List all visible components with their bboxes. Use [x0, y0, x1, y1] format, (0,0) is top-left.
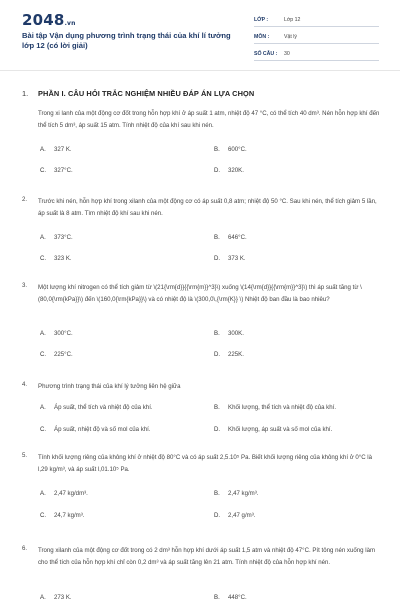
- option-text: 24,7 kg/m³.: [54, 512, 85, 519]
- option-b[interactable]: [214, 490, 258, 497]
- option-a[interactable]: [40, 404, 153, 411]
- option-d[interactable]: [214, 512, 255, 519]
- option-letter: D.: [214, 512, 221, 519]
- option-text: 225K.: [228, 351, 244, 358]
- option-letter: A.: [40, 404, 46, 411]
- option-a[interactable]: [40, 594, 72, 600]
- option-a[interactable]: [40, 330, 73, 337]
- option-text: Áp suất, thể tích và nhiệt độ của khí.: [54, 404, 153, 411]
- option-text: 327 K.: [54, 146, 72, 153]
- question-text: Một lượng khí nitrogen có thể tích giảm từ \(21{\rm{d}}{{\rm{m}}^3}\) xuống \(14{\rm{d}}{{\rm{m}}^3}\) thì áp suất tăng từ \(80,0{\rm{kPa}}\) đến \(160,0{\rm{kPa}}\) và có nhiệt độ là \(300,0\,{\rm{K}} \) Nhiệt độ ban đầu là bao nhiêu?: [38, 284, 362, 303]
- option-text: Khối lượng, thể tích và nhiệt độ của khí.: [228, 404, 337, 411]
- meta-value: 30: [284, 51, 290, 57]
- section-heading: [22, 89, 254, 98]
- question-5: [22, 452, 382, 532]
- option-text: 448°C.: [228, 594, 247, 600]
- meta-row-subject: [254, 31, 379, 44]
- question-number: 3.: [22, 282, 28, 289]
- question-1: [22, 108, 382, 174]
- option-letter: C.: [40, 167, 47, 174]
- option-text: 300°C.: [54, 330, 73, 337]
- option-letter: B.: [214, 404, 220, 411]
- question-4: [22, 381, 382, 437]
- question-text: Trong xilanh của một động cơ đốt trong có 2 dm³ hỗn hợp khí dưới áp suất 1,5 atm và nhiệt độ 47°C. Pít tông nén xuống làm cho thể tích của hỗn hợp khí chỉ còn 0,2 dm³ và áp suất tăng lên 21 atm. Tính nhiệt độ của hỗn hợp khí nén.: [38, 547, 376, 566]
- logo-text: 2048: [22, 11, 65, 29]
- option-text: 300K.: [228, 330, 244, 337]
- logo-suffix: .vn: [64, 20, 76, 27]
- option-d[interactable]: [214, 351, 244, 358]
- option-letter: D.: [214, 426, 221, 433]
- option-text: 225°C.: [54, 351, 73, 358]
- meta-value: Lớp 12: [284, 17, 301, 23]
- option-text: 2,47 kg/m³.: [228, 490, 259, 497]
- option-letter: B.: [214, 330, 220, 337]
- option-a[interactable]: [40, 146, 72, 153]
- option-c[interactable]: [40, 512, 84, 519]
- option-letter: A.: [40, 594, 46, 600]
- option-a[interactable]: [40, 234, 73, 241]
- option-c[interactable]: [40, 426, 151, 433]
- question-3: [22, 282, 382, 367]
- option-text: 373°C.: [54, 234, 73, 241]
- option-text: Khối lượng, áp suất và số mol của khí.: [228, 426, 333, 433]
- option-letter: A.: [40, 330, 46, 337]
- option-letter: C.: [40, 351, 47, 358]
- option-text: 600°C.: [228, 146, 247, 153]
- option-letter: B.: [214, 594, 220, 600]
- meta-label: SỐ CÂU :: [254, 51, 278, 57]
- option-letter: A.: [40, 490, 46, 497]
- option-text: Áp suất, nhiệt độ và số mol của khí.: [54, 426, 151, 433]
- option-d[interactable]: [214, 426, 332, 433]
- option-text: 320K.: [228, 167, 244, 174]
- option-b[interactable]: [214, 234, 247, 241]
- option-text: 2,47 g/m³.: [228, 512, 256, 519]
- option-letter: D.: [214, 255, 221, 262]
- document-meta: [254, 14, 379, 65]
- option-letter: B.: [214, 490, 220, 497]
- question-text: Phương trình trạng thái của khí lý tưởng liên hệ giữa: [38, 383, 181, 390]
- meta-row-count: [254, 48, 379, 61]
- option-text: 327°C.: [54, 167, 73, 174]
- option-letter: A.: [40, 234, 46, 241]
- question-text: Trước khi nén, hỗn hợp khí trong xilanh của một động cơ có áp suất 0,8 atm; nhiệt độ 50 °C. Sau khi nén, thể tích giảm 5 lần, áp suất là 8 atm. Tìm nhiệt độ khí sau khi nén.: [38, 198, 377, 217]
- document-header: [0, 0, 400, 64]
- meta-row-class: [254, 14, 379, 27]
- header-divider: [0, 70, 400, 71]
- option-text: 323 K.: [54, 255, 72, 262]
- document-title: Bài tập Vận dụng phương trình trạng thái của khí lí tưởng lớp 12 (có lời giải): [22, 31, 231, 50]
- question-text: Tính khối lượng riêng của không khí ở nhiệt độ 80°C và có áp suất 2,5.10⁵ Pa. Biết khối lượng riêng của không khí ở 0°C là l,29 kg/m³, và áp suất l,01.10⁵ Pa.: [38, 454, 373, 473]
- option-c[interactable]: [40, 351, 73, 358]
- option-text: 373 K.: [228, 255, 246, 262]
- option-letter: D.: [214, 351, 221, 358]
- question-6: [22, 545, 382, 600]
- section-number: 1.: [22, 89, 29, 98]
- option-a[interactable]: [40, 490, 88, 497]
- section-title: PHẦN I. CÂU HỎI TRẮC NGHIỆM NHIỀU ĐÁP ÁN LỰA CHỌN: [38, 89, 255, 98]
- question-text: Trong xi lanh của một động cơ đốt trong hỗn hợp khí ở áp suất 1 atm, nhiệt độ 47 °C, có thể tích 40 dm³. Nén hỗn hợp khí đến thể tích 5 dm³, áp suất 15 atm. Tính nhiệt độ của khí sau khi nén.: [38, 110, 380, 129]
- option-d[interactable]: [214, 255, 246, 262]
- option-text: 646°C.: [228, 234, 247, 241]
- option-letter: B.: [214, 146, 220, 153]
- option-letter: A.: [40, 146, 46, 153]
- option-b[interactable]: [214, 330, 244, 337]
- option-letter: B.: [214, 234, 220, 241]
- option-text: 2,47 kg/dm³.: [54, 490, 88, 497]
- option-letter: C.: [40, 512, 47, 519]
- meta-label: LỚP :: [254, 17, 269, 23]
- question-number: 6.: [22, 545, 28, 552]
- question-number: 2.: [22, 196, 28, 203]
- meta-label: MÔN :: [254, 34, 270, 40]
- option-letter: D.: [214, 167, 221, 174]
- option-c[interactable]: [40, 255, 72, 262]
- option-c[interactable]: [40, 167, 73, 174]
- option-b[interactable]: [214, 594, 247, 600]
- option-letter: C.: [40, 255, 47, 262]
- option-b[interactable]: [214, 404, 336, 411]
- question-2: [22, 196, 382, 266]
- option-d[interactable]: [214, 167, 244, 174]
- option-text: 273 K.: [54, 594, 72, 600]
- site-logo[interactable]: [22, 11, 76, 29]
- question-number: 4.: [22, 381, 28, 388]
- question-number: 5.: [22, 452, 28, 459]
- meta-value: Vật lý: [284, 34, 297, 40]
- option-letter: C.: [40, 426, 47, 433]
- option-b[interactable]: [214, 146, 247, 153]
